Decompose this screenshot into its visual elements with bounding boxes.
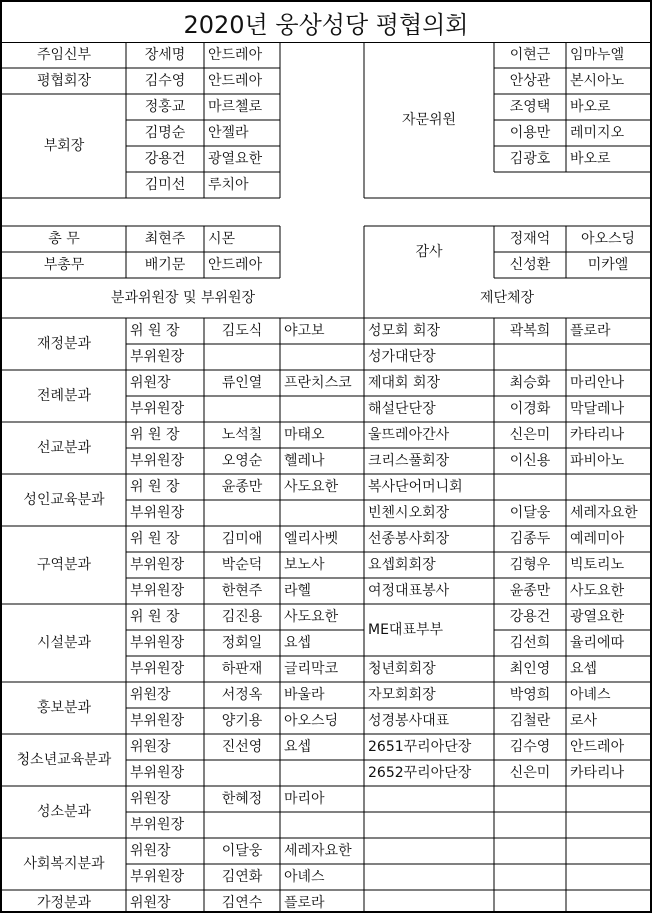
organization-leader-baptism-name: 빅토리노 xyxy=(570,557,625,573)
organization-leader-name: 이경화 xyxy=(509,401,551,417)
leader-baptism-name: 안드레아 xyxy=(208,73,263,89)
committee-member-baptism-name: 보노사 xyxy=(284,557,325,573)
committee-name: 성인교육분과 xyxy=(23,492,105,508)
advisor-name: 이현근 xyxy=(509,47,551,63)
committee-member-name: 김진용 xyxy=(221,609,263,625)
committee-member-baptism-name: 요셉 xyxy=(284,739,312,755)
auditor-name: 정재억 xyxy=(509,231,551,247)
organization-leader-baptism-name: 예레미아 xyxy=(570,531,625,547)
organization-leader-name: 김수영 xyxy=(509,739,551,755)
committee-role: 부위원장 xyxy=(130,635,185,651)
committee-name: 성소분과 xyxy=(36,804,92,820)
committee-role: 부위원장 xyxy=(130,349,185,365)
committee-member-name: 김도식 xyxy=(221,323,263,339)
organization-leader-baptism-name: 아녜스 xyxy=(570,687,611,703)
committee-name: 전례분과 xyxy=(36,388,92,404)
vice-chair-baptism-name: 광열요한 xyxy=(208,151,263,167)
organization-group: 해설단단장 xyxy=(368,401,436,417)
committee-name: 사회복지분과 xyxy=(23,856,105,872)
general-affairs-baptism-name: 안드레아 xyxy=(208,257,263,273)
committee-role: 부위원장 xyxy=(130,557,185,573)
committee-member-name: 박순덕 xyxy=(221,557,263,573)
committee-role: 부위원장 xyxy=(130,817,185,833)
committee-member-baptism-name: 사도요한 xyxy=(284,609,339,625)
leader-name: 김수영 xyxy=(144,73,186,89)
organization-group: 성경봉사대표 xyxy=(368,713,450,729)
organization-leader-baptism-name: 세레자요한 xyxy=(570,505,638,521)
organization-leader-name: 김철란 xyxy=(509,713,551,729)
committee-role: 위 원 장 xyxy=(130,609,180,625)
organization-leader-baptism-name: 마리안나 xyxy=(570,375,625,391)
organization-group: 2652꾸리아단장 xyxy=(368,765,472,781)
committee-member-baptism-name: 사도요한 xyxy=(284,479,339,495)
organization-group: 제대회 회장 xyxy=(368,375,441,391)
committee-member-baptism-name: 마태오 xyxy=(284,427,325,443)
auditors-label: 감사 xyxy=(415,244,443,260)
vice-chair-name: 정홍교 xyxy=(144,99,186,115)
organization-group: ME대표부부 xyxy=(368,622,444,638)
committee-member-name: 김연수 xyxy=(221,895,263,911)
organization-leader-name: 이달웅 xyxy=(509,505,551,521)
leader-baptism-name: 안드레아 xyxy=(208,47,263,63)
committee-role: 부위원장 xyxy=(130,661,185,677)
committee-name: 구역분과 xyxy=(36,557,92,573)
committee-name: 시설분과 xyxy=(36,635,92,651)
committee-member-baptism-name: 엘리사벳 xyxy=(284,531,339,547)
leader-role: 주임신부 xyxy=(36,47,92,63)
organization-leader-name: 김선희 xyxy=(509,635,551,651)
committee-member-name: 하판재 xyxy=(221,661,263,677)
vice-chair-baptism-name: 마르첼로 xyxy=(208,99,263,115)
advisor-name: 안상관 xyxy=(509,73,551,89)
vice-chair-baptism-name: 루치아 xyxy=(208,177,249,193)
organization-leader-baptism-name: 안드레아 xyxy=(570,739,625,755)
organization-leader-name: 박영희 xyxy=(509,687,551,703)
committee-role: 위 원 장 xyxy=(130,427,180,443)
organization-group: 여정대표봉사 xyxy=(368,583,450,599)
vice-chair-name: 김명순 xyxy=(144,125,186,141)
advisor-baptism-name: 본시아노 xyxy=(570,73,625,89)
organization-leader-name: 최승화 xyxy=(509,375,551,391)
organization-leader-baptism-name: 율리에따 xyxy=(570,635,625,651)
committee-member-baptism-name: 바울라 xyxy=(284,687,325,703)
advisor-name: 이용만 xyxy=(509,125,551,141)
general-affairs-role: 부총무 xyxy=(43,257,85,273)
committee-role: 위원장 xyxy=(130,843,171,859)
organization-leader-name: 김종두 xyxy=(509,531,551,547)
committee-role: 위 원 장 xyxy=(130,531,180,547)
page-title: 2020년 웅상성당 평협의회 xyxy=(2,2,650,43)
auditor-name: 신성환 xyxy=(509,257,551,273)
auditor-baptism-name: 아오스딩 xyxy=(580,231,636,247)
organization-group: 요셉회회장 xyxy=(368,557,436,573)
organization-leader-name: 곽복희 xyxy=(509,323,551,339)
organization-leader-name: 김형우 xyxy=(509,557,551,573)
organization-group: 성모회 회장 xyxy=(368,323,441,339)
advisor-baptism-name: 바오로 xyxy=(570,99,611,115)
organization-group: 성가대단장 xyxy=(368,349,436,365)
committee-role: 위원장 xyxy=(130,375,171,391)
committee-role: 부위원장 xyxy=(130,401,185,417)
advisor-baptism-name: 레미지오 xyxy=(570,125,625,141)
committee-member-name: 류인열 xyxy=(221,375,263,391)
committee-role: 부위원장 xyxy=(130,453,185,469)
committee-member-baptism-name: 프란치스코 xyxy=(284,375,352,391)
advisor-baptism-name: 바오로 xyxy=(570,151,611,167)
organization-group: 선종봉사회장 xyxy=(368,531,450,547)
vice-chair-name: 강용건 xyxy=(144,151,186,167)
vice-chair-baptism-name: 안젤라 xyxy=(208,125,249,141)
organization-leader-name: 강용건 xyxy=(509,609,551,625)
organization-leader-baptism-name: 카타리나 xyxy=(570,765,625,781)
organization-leader-name: 신은미 xyxy=(509,427,551,443)
committee-member-name: 김미애 xyxy=(221,531,263,547)
committee-role: 위 원 장 xyxy=(130,323,180,339)
organization-group: 복사단어머니회 xyxy=(368,479,463,495)
vice-chair-label: 부회장 xyxy=(43,138,85,154)
committee-member-baptism-name: 마리아 xyxy=(284,791,325,807)
committee-name: 청소년교육분과 xyxy=(16,752,112,768)
general-affairs-baptism-name: 시몬 xyxy=(208,231,236,247)
organization-group: 자모회회장 xyxy=(368,687,436,703)
advisor-baptism-name: 임마누엘 xyxy=(570,47,625,63)
organization-leader-baptism-name: 광열요한 xyxy=(570,609,625,625)
leader-role: 평협회장 xyxy=(36,73,92,89)
committee-role: 위원장 xyxy=(130,739,171,755)
committee-member-baptism-name: 헬레나 xyxy=(284,453,325,469)
committee-role: 위 원 장 xyxy=(130,479,180,495)
committee-role: 부위원장 xyxy=(130,869,185,885)
auditor-baptism-name: 미카엘 xyxy=(587,257,629,273)
organization-leader-name: 최인영 xyxy=(509,661,551,677)
committee-member-baptism-name: 요셉 xyxy=(284,635,312,651)
committee-member-baptism-name: 플로라 xyxy=(284,895,325,911)
committee-member-name: 윤종만 xyxy=(221,479,263,495)
advisor-name: 조영택 xyxy=(509,99,551,115)
general-affairs-name: 배기문 xyxy=(144,257,186,273)
committee-member-name: 정회일 xyxy=(221,635,263,651)
general-affairs-role: 총 무 xyxy=(48,231,80,247)
committee-name: 가정분과 xyxy=(36,895,92,911)
committee-member-name: 노석칠 xyxy=(221,427,263,443)
committee-member-name: 한혜정 xyxy=(221,791,263,807)
organization-group: 청년회회장 xyxy=(368,661,436,677)
advisors-label: 자문위원 xyxy=(401,112,457,128)
committee-member-name: 한현주 xyxy=(221,583,263,599)
committee-role: 부위원장 xyxy=(130,765,185,781)
committee-role: 부위원장 xyxy=(130,505,185,521)
vice-chair-name: 김미선 xyxy=(144,177,186,193)
organization-group: 크리스풀회장 xyxy=(368,453,450,469)
organization-leader-baptism-name: 요셉 xyxy=(570,661,598,677)
committee-member-baptism-name: 글리막코 xyxy=(284,661,339,677)
advisor-name: 김광호 xyxy=(509,151,551,167)
committee-role: 위원장 xyxy=(130,895,171,911)
committee-member-name: 서정옥 xyxy=(221,687,263,703)
organization-leader-name: 신은미 xyxy=(509,765,551,781)
organization-leader-baptism-name: 로사 xyxy=(570,713,598,729)
committee-member-baptism-name: 아녜스 xyxy=(284,869,325,885)
committee-member-baptism-name: 라헬 xyxy=(284,583,312,599)
committee-member-name: 오영순 xyxy=(221,453,263,469)
committee-member-name: 진선영 xyxy=(221,739,263,755)
organization-leader-baptism-name: 사도요한 xyxy=(570,583,625,599)
organization-leader-baptism-name: 카타리나 xyxy=(570,427,625,443)
organization-leader-name: 이신용 xyxy=(509,453,551,469)
organizations-section-header: 제단체장 xyxy=(479,290,535,306)
committee-role: 부위원장 xyxy=(130,713,185,729)
committee-section-header: 분과위원장 및 부위원장 xyxy=(110,290,256,306)
leader-name: 장세명 xyxy=(144,47,186,63)
organization-leader-baptism-name: 플로라 xyxy=(570,323,611,339)
organization-group: 빈첸시오회장 xyxy=(368,505,450,521)
committee-member-name: 이달웅 xyxy=(221,843,263,859)
committee-role: 부위원장 xyxy=(130,583,185,599)
committee-name: 재정분과 xyxy=(36,336,92,352)
committee-member-baptism-name: 세레자요한 xyxy=(284,843,352,859)
committee-name: 홍보분과 xyxy=(36,700,92,716)
organization-leader-name: 윤종만 xyxy=(509,583,551,599)
committee-name: 선교분과 xyxy=(36,440,92,456)
committee-role: 위원장 xyxy=(130,687,171,703)
committee-member-name: 양기용 xyxy=(221,713,263,729)
organization-leader-baptism-name: 막달레나 xyxy=(570,401,625,417)
organization-leader-baptism-name: 파비아노 xyxy=(570,453,625,469)
committee-member-baptism-name: 야고보 xyxy=(284,323,325,339)
committee-member-name: 김연화 xyxy=(221,869,263,885)
organization-group: 울뜨레아간사 xyxy=(368,427,450,443)
organization-group: 2651꾸리아단장 xyxy=(368,739,472,755)
committee-role: 위원장 xyxy=(130,791,171,807)
committee-member-baptism-name: 아오스딩 xyxy=(284,713,339,729)
general-affairs-name: 최현주 xyxy=(144,231,186,247)
